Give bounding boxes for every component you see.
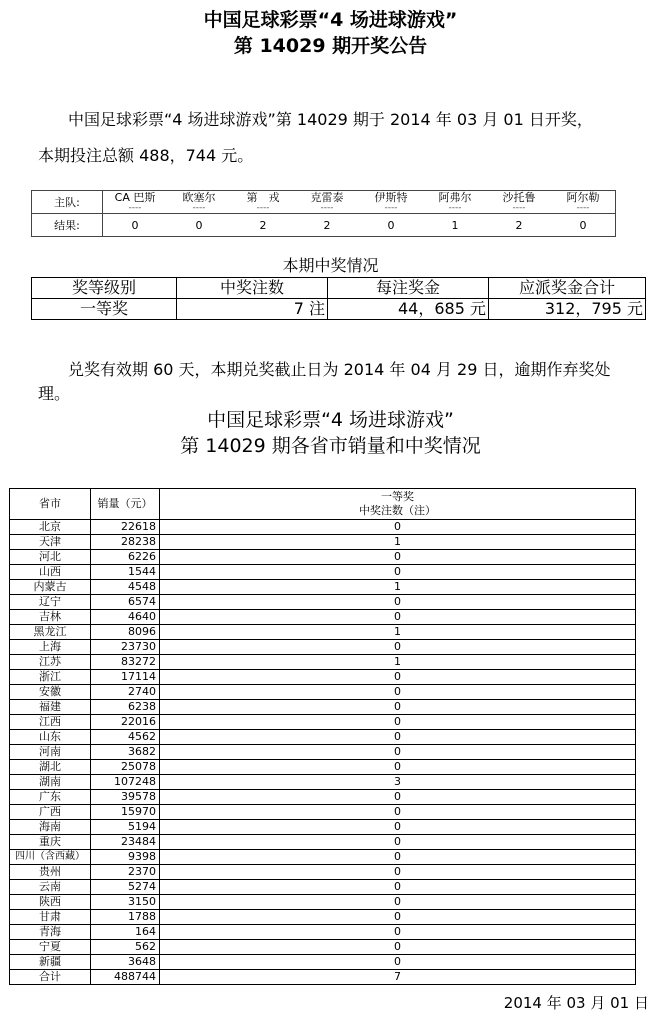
team-dash: ---- — [320, 203, 334, 213]
sales-cell: 562 — [91, 940, 160, 955]
prize-header-cell: 每注奖金 — [328, 278, 489, 299]
announcement-date: 2014 年 03 月 01 日 — [503, 994, 649, 1012]
prize-amount: 44，685 元 — [328, 299, 489, 320]
sales-row — [10, 955, 636, 970]
province-header: 省市 — [10, 489, 91, 520]
announcement-subtitle: 第 14029 期开奖公告 — [233, 35, 428, 57]
intro-line-2: 本期投注总额 488，744 元。 — [38, 146, 254, 165]
prize-count-cell: 0 — [160, 790, 636, 805]
result-cell: 2 — [295, 214, 359, 237]
sales-cell: 1544 — [91, 565, 160, 580]
sales-cell: 23484 — [91, 835, 160, 850]
sales-row — [10, 835, 636, 850]
team-name: 克雷泰 — [310, 191, 344, 204]
prize-count-cell: 0 — [160, 565, 636, 580]
prize-count-cell: 0 — [160, 670, 636, 685]
team-dash: ---- — [512, 203, 526, 213]
province-cell: 安徽 — [10, 685, 91, 700]
province-cell: 云南 — [10, 880, 91, 895]
prize-count-cell: 0 — [160, 550, 636, 565]
prize-count-cell: 7 — [160, 970, 636, 985]
province-cell: 山东 — [10, 730, 91, 745]
sales-cell: 25078 — [91, 760, 160, 775]
sales-row — [10, 520, 636, 535]
sales-row — [10, 625, 636, 640]
sales-row — [10, 565, 636, 580]
sales-cell: 22618 — [91, 520, 160, 535]
sales-row — [10, 640, 636, 655]
prize-count-cell: 1 — [160, 655, 636, 670]
prize-count-cell: 0 — [160, 910, 636, 925]
sales-cell: 5274 — [91, 880, 160, 895]
team-name: 欧塞尔 — [182, 191, 216, 204]
prize-header-cell: 应派奖金合计 — [489, 278, 646, 299]
province-cell: 内蒙古 — [10, 580, 91, 595]
result-cell: 0 — [167, 214, 231, 237]
sales-header: 销量（元） — [91, 489, 160, 520]
sales-cell: 17114 — [91, 670, 160, 685]
province-cell: 福建 — [10, 700, 91, 715]
sales-cell: 23730 — [91, 640, 160, 655]
prize-count-cell: 0 — [160, 610, 636, 625]
prize-count-cell: 1 — [160, 625, 636, 640]
province-cell: 黑龙江 — [10, 625, 91, 640]
sales-cell: 3150 — [91, 895, 160, 910]
province-cell: 甘肃 — [10, 910, 91, 925]
sales-row — [10, 775, 636, 790]
section-title: 中国足球彩票“4 场进球游戏” — [207, 409, 454, 431]
prize-row — [32, 299, 646, 320]
team-dash: ---- — [192, 203, 206, 213]
sales-row — [10, 895, 636, 910]
province-cell: 湖南 — [10, 775, 91, 790]
result-label: 结果: — [32, 214, 103, 237]
province-cell: 新疆 — [10, 955, 91, 970]
prize-caption: 本期中奖情况 — [282, 256, 379, 275]
prize-count-cell: 0 — [160, 805, 636, 820]
prize-level: 一等奖 — [32, 299, 177, 320]
province-cell: 四川（含西藏） — [10, 850, 91, 865]
prize-header-cell: 中奖注数 — [177, 278, 328, 299]
result-row — [32, 214, 616, 237]
province-cell: 陕西 — [10, 895, 91, 910]
notice-line-2: 理。 — [38, 384, 71, 403]
province-cell: 江苏 — [10, 655, 91, 670]
team-cell — [167, 191, 231, 214]
section-subtitle: 第 14029 期各省市销量和中奖情况 — [180, 435, 481, 457]
sales-cell: 4640 — [91, 610, 160, 625]
notice-line-1: 兑奖有效期 60 天，本期兑奖截止日为 2014 年 04 月 29 日，逾期作弃奖处 — [68, 360, 611, 379]
sales-cell: 6574 — [91, 595, 160, 610]
sales-row — [10, 940, 636, 955]
home-team-row — [32, 191, 616, 214]
team-cell — [295, 191, 359, 214]
sales-row — [10, 685, 636, 700]
home-label: 主队: — [32, 191, 103, 214]
match-table — [31, 190, 616, 237]
team-name: 沙托鲁 — [502, 191, 536, 204]
sales-cell: 2740 — [91, 685, 160, 700]
team-cell — [487, 191, 551, 214]
team-cell — [423, 191, 487, 214]
prize-count: 7 注 — [177, 299, 328, 320]
prize-count-cell: 0 — [160, 865, 636, 880]
sales-cell: 4562 — [91, 730, 160, 745]
province-cell: 青海 — [10, 925, 91, 940]
sales-table — [9, 488, 636, 985]
prize-count-header-line2: 中奖注数（注） — [359, 504, 436, 517]
prize-total: 312，795 元 — [489, 299, 646, 320]
team-name: 阿弗尔 — [438, 191, 472, 204]
prize-count-cell: 3 — [160, 775, 636, 790]
province-cell: 吉林 — [10, 610, 91, 625]
team-name: 伊斯特 — [374, 191, 408, 204]
prize-count-header-line1: 一等奖 — [381, 490, 414, 503]
sales-cell: 5194 — [91, 820, 160, 835]
sales-row — [10, 730, 636, 745]
sales-row — [10, 820, 636, 835]
sales-row — [10, 805, 636, 820]
prize-count-cell: 0 — [160, 685, 636, 700]
result-cell: 0 — [103, 214, 168, 237]
province-cell: 贵州 — [10, 865, 91, 880]
prize-count-cell: 0 — [160, 940, 636, 955]
team-cell — [551, 191, 616, 214]
sales-cell: 39578 — [91, 790, 160, 805]
province-cell: 天津 — [10, 535, 91, 550]
sales-row — [10, 655, 636, 670]
team-name: 第 戎 — [246, 191, 280, 204]
sales-row — [10, 580, 636, 595]
sales-cell: 28238 — [91, 535, 160, 550]
province-cell: 海南 — [10, 820, 91, 835]
province-cell: 江西 — [10, 715, 91, 730]
province-cell: 合计 — [10, 970, 91, 985]
province-cell: 上海 — [10, 640, 91, 655]
sales-row — [10, 670, 636, 685]
team-name: 阿尔勒 — [566, 191, 600, 204]
prize-count-cell: 0 — [160, 520, 636, 535]
province-cell: 辽宁 — [10, 595, 91, 610]
prize-count-cell: 0 — [160, 640, 636, 655]
province-cell: 河南 — [10, 745, 91, 760]
province-cell: 宁夏 — [10, 940, 91, 955]
prize-count-cell: 0 — [160, 595, 636, 610]
prize-header-cell: 奖等级别 — [32, 278, 177, 299]
result-cell: 0 — [359, 214, 423, 237]
announcement-title: 中国足球彩票“4 场进球游戏” — [203, 9, 458, 31]
prize-count-cell: 1 — [160, 580, 636, 595]
province-cell: 河北 — [10, 550, 91, 565]
sales-row — [10, 595, 636, 610]
prize-count-cell: 0 — [160, 835, 636, 850]
sales-row — [10, 745, 636, 760]
sales-row — [10, 790, 636, 805]
prize-count-cell: 0 — [160, 760, 636, 775]
prize-count-cell: 0 — [160, 850, 636, 865]
result-cell: 1 — [423, 214, 487, 237]
prize-header-row — [32, 278, 646, 299]
prize-count-cell: 0 — [160, 955, 636, 970]
province-cell: 广东 — [10, 790, 91, 805]
sales-cell: 3648 — [91, 955, 160, 970]
sales-cell: 107248 — [91, 775, 160, 790]
sales-cell: 3682 — [91, 745, 160, 760]
sales-header-row — [10, 489, 636, 520]
province-cell: 广西 — [10, 805, 91, 820]
result-cell: 0 — [551, 214, 616, 237]
team-dash: ---- — [256, 203, 270, 213]
sales-row — [10, 550, 636, 565]
prize-count-cell: 0 — [160, 820, 636, 835]
sales-row — [10, 910, 636, 925]
sales-cell: 488744 — [91, 970, 160, 985]
team-dash: ---- — [128, 203, 142, 213]
team-dash: ---- — [576, 203, 590, 213]
team-name: CA 巴斯 — [114, 191, 156, 204]
team-dash: ---- — [384, 203, 398, 213]
prize-count-cell: 0 — [160, 745, 636, 760]
sales-cell: 164 — [91, 925, 160, 940]
sales-cell: 6238 — [91, 700, 160, 715]
sales-cell: 83272 — [91, 655, 160, 670]
prize-count-cell: 0 — [160, 880, 636, 895]
sales-row — [10, 865, 636, 880]
sales-row — [10, 880, 636, 895]
intro-line-1: 中国足球彩票“4 场进球游戏”第 14029 期于 2014 年 03 月 01 日开奖， — [68, 110, 593, 129]
team-cell — [359, 191, 423, 214]
prize-count-cell: 0 — [160, 925, 636, 940]
sales-cell: 8096 — [91, 625, 160, 640]
team-cell — [231, 191, 295, 214]
sales-cell: 15970 — [91, 805, 160, 820]
sales-cell: 2370 — [91, 865, 160, 880]
province-cell: 山西 — [10, 565, 91, 580]
prize-count-cell: 0 — [160, 895, 636, 910]
result-cell: 2 — [487, 214, 551, 237]
sales-cell: 4548 — [91, 580, 160, 595]
sales-row — [10, 610, 636, 625]
prize-count-cell: 0 — [160, 715, 636, 730]
sales-row — [10, 700, 636, 715]
sales-cell: 22016 — [91, 715, 160, 730]
prize-count-cell: 1 — [160, 535, 636, 550]
prize-table — [31, 277, 646, 320]
team-cell — [103, 191, 168, 214]
sales-row — [10, 760, 636, 775]
province-cell: 浙江 — [10, 670, 91, 685]
province-cell: 湖北 — [10, 760, 91, 775]
sales-cell: 9398 — [91, 850, 160, 865]
sales-cell: 1788 — [91, 910, 160, 925]
prize-count-cell: 0 — [160, 730, 636, 745]
sales-row — [10, 850, 636, 865]
sales-row — [10, 535, 636, 550]
result-cell: 2 — [231, 214, 295, 237]
team-dash: ---- — [448, 203, 462, 213]
sales-row — [10, 970, 636, 985]
sales-row — [10, 715, 636, 730]
prize-count-header — [160, 489, 636, 520]
sales-cell: 6226 — [91, 550, 160, 565]
province-cell: 北京 — [10, 520, 91, 535]
prize-count-cell: 0 — [160, 700, 636, 715]
province-cell: 重庆 — [10, 835, 91, 850]
sales-row — [10, 925, 636, 940]
